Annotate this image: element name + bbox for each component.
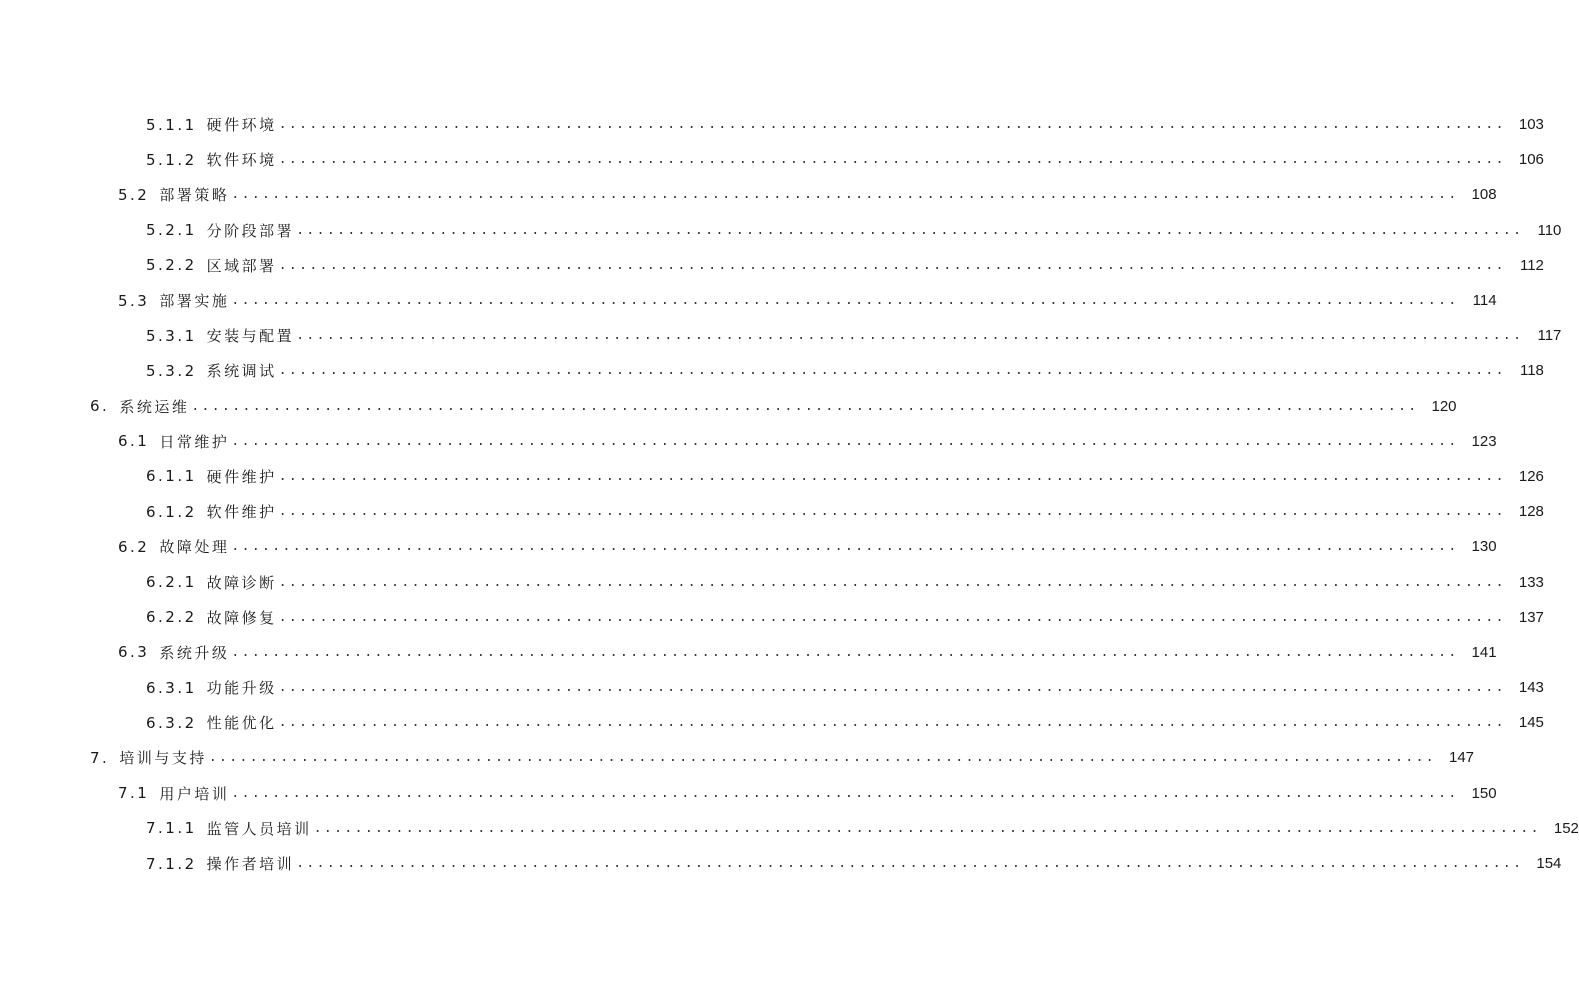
toc-entry-number: 7. xyxy=(90,748,110,767)
toc-dot-leader: ........................................................................................................................ xyxy=(278,574,1506,590)
toc-entry-page-number: 128 xyxy=(1518,503,1544,521)
toc-entry-heading xyxy=(146,853,294,874)
table-of-contents xyxy=(0,107,1579,881)
toc-entry-page-number: 117 xyxy=(1537,327,1562,345)
toc-entry-heading xyxy=(146,325,294,346)
toc-dot-leader: ........................................................................................................................ xyxy=(278,363,1506,379)
toc-entry-page-number: 118 xyxy=(1519,362,1544,380)
toc-entry-number: 6.3 xyxy=(118,643,150,662)
toc-entry-page-number: 120 xyxy=(1431,397,1457,415)
toc-entry-title: 软件环境 xyxy=(206,151,277,170)
toc-entry-number: 5.1.1 xyxy=(146,115,197,134)
toc-dot-leader: ........................................................................................................................ xyxy=(278,468,1506,484)
toc-entry-number: 6.1.1 xyxy=(146,467,197,486)
toc-entry[interactable] xyxy=(0,248,1544,283)
toc-entry-title: 故障诊断 xyxy=(206,573,277,592)
toc-entry-page-number: 133 xyxy=(1518,573,1544,591)
toc-dot-leader: ........................................................................................................................ xyxy=(278,152,1506,168)
toc-entry-number: 7.1.1 xyxy=(146,819,197,838)
toc-entry-number: 6.1 xyxy=(118,432,150,451)
toc-entry-page-number: 141 xyxy=(1471,643,1497,661)
toc-dot-leader: ........................................................................................................................ xyxy=(231,187,1459,203)
toc-dot-leader: ........................................................................................................................ xyxy=(278,117,1506,133)
toc-dot-leader: ........................................................................................................................ xyxy=(278,680,1506,696)
toc-entry-title: 监管人员培训 xyxy=(206,819,312,838)
toc-entry-title: 功能升级 xyxy=(206,679,277,698)
toc-entry-heading xyxy=(118,642,229,663)
toc-dot-leader: ........................................................................................................................ xyxy=(296,328,1524,344)
toc-entry-page-number: 150 xyxy=(1471,784,1497,802)
toc-entry[interactable] xyxy=(0,107,1544,142)
toc-entry-title: 部署策略 xyxy=(159,186,230,205)
toc-entry-heading xyxy=(146,712,277,733)
toc-entry[interactable] xyxy=(0,740,1475,775)
toc-entry-heading xyxy=(146,220,294,241)
toc-entry-heading xyxy=(90,747,207,768)
toc-dot-leader: ........................................................................................................................ xyxy=(278,257,1506,273)
toc-entry[interactable] xyxy=(0,318,1562,353)
toc-entry-heading xyxy=(90,396,189,417)
toc-entry-number: 5.1.2 xyxy=(146,150,197,169)
toc-entry-page-number: 152 xyxy=(1553,819,1579,837)
toc-entry[interactable] xyxy=(0,705,1544,740)
toc-dot-leader: ........................................................................................................................ xyxy=(191,398,1419,414)
toc-entry-title: 安装与配置 xyxy=(206,327,295,346)
toc-entry[interactable] xyxy=(0,564,1544,599)
toc-entry-heading xyxy=(118,184,229,205)
toc-entry-page-number: 103 xyxy=(1518,116,1544,134)
toc-entry-number: 7.1 xyxy=(118,784,150,803)
toc-dot-leader: ........................................................................................................................ xyxy=(231,785,1459,801)
toc-entry[interactable] xyxy=(0,670,1544,705)
toc-entry-heading xyxy=(146,360,277,381)
toc-entry-number: 6. xyxy=(90,397,110,416)
toc-dot-leader: ........................................................................................................................ xyxy=(208,750,1437,766)
toc-entry-page-number: 112 xyxy=(1519,256,1544,274)
toc-dot-leader: ........................................................................................................................ xyxy=(313,820,1541,836)
toc-entry[interactable] xyxy=(0,213,1562,248)
toc-entry-title: 用户培训 xyxy=(159,784,230,803)
toc-entry-heading xyxy=(146,818,312,839)
toc-entry[interactable] xyxy=(0,635,1497,670)
toc-dot-leader: ........................................................................................................................ xyxy=(296,856,1524,872)
toc-entry-heading xyxy=(118,431,229,452)
toc-entry-number: 6.2.2 xyxy=(146,608,197,627)
toc-entry-title: 性能优化 xyxy=(206,714,277,733)
toc-dot-leader: ........................................................................................................................ xyxy=(296,222,1524,238)
toc-entry-title: 分阶段部署 xyxy=(206,221,295,240)
toc-entry[interactable] xyxy=(0,389,1457,424)
toc-dot-leader: ........................................................................................................................ xyxy=(231,433,1459,449)
toc-entry-page-number: 137 xyxy=(1518,608,1544,626)
toc-entry-page-number: 154 xyxy=(1536,855,1562,873)
toc-entry-heading xyxy=(118,290,229,311)
toc-entry-page-number: 130 xyxy=(1471,538,1497,556)
toc-entry-heading xyxy=(146,607,277,628)
toc-entry[interactable] xyxy=(0,846,1562,881)
toc-entry[interactable] xyxy=(0,424,1497,459)
toc-dot-leader: ........................................................................................................................ xyxy=(231,293,1459,309)
toc-entry[interactable] xyxy=(0,177,1497,212)
toc-entry-title: 故障修复 xyxy=(206,608,277,627)
toc-entry[interactable] xyxy=(0,811,1579,846)
toc-entry-heading xyxy=(146,572,277,593)
toc-entry-number: 5.3 xyxy=(118,291,150,310)
toc-entry[interactable] xyxy=(0,529,1497,564)
toc-entry-title: 培训与支持 xyxy=(119,749,207,768)
toc-entry-number: 6.3.2 xyxy=(146,713,197,732)
toc-entry-page-number: 106 xyxy=(1518,151,1544,169)
toc-entry-page-number: 145 xyxy=(1518,714,1544,732)
toc-entry-heading xyxy=(118,783,229,804)
toc-dot-leader: ........................................................................................................................ xyxy=(278,715,1506,731)
toc-entry-number: 5.2 xyxy=(118,185,150,204)
toc-entry-number: 6.2 xyxy=(118,537,150,556)
toc-entry-heading xyxy=(146,149,277,170)
toc-entry-heading xyxy=(146,114,277,135)
toc-entry-number: 5.2.1 xyxy=(146,221,197,240)
toc-entry[interactable] xyxy=(0,459,1544,494)
toc-entry-heading xyxy=(146,677,277,698)
toc-entry-title: 系统调试 xyxy=(206,362,277,381)
toc-dot-leader: ........................................................................................................................ xyxy=(231,644,1459,660)
toc-entry-number: 6.1.2 xyxy=(146,502,197,521)
toc-entry-title: 硬件维护 xyxy=(206,467,277,486)
toc-entry[interactable] xyxy=(0,600,1544,635)
toc-entry-page-number: 108 xyxy=(1471,186,1497,204)
toc-entry-heading xyxy=(118,536,229,557)
toc-dot-leader: ........................................................................................................................ xyxy=(278,609,1506,625)
toc-entry-heading xyxy=(146,255,277,276)
toc-entry-page-number: 147 xyxy=(1449,749,1475,767)
toc-entry[interactable] xyxy=(0,353,1544,388)
toc-entry-title: 操作者培训 xyxy=(206,855,295,874)
toc-entry-page-number: 110 xyxy=(1537,221,1562,239)
toc-entry-page-number: 123 xyxy=(1471,432,1497,450)
toc-entry-title: 硬件环境 xyxy=(206,116,277,135)
toc-entry-title: 部署实施 xyxy=(159,292,230,311)
toc-entry-number: 5.3.2 xyxy=(146,361,197,380)
toc-entry[interactable] xyxy=(0,776,1497,811)
toc-entry-title: 系统升级 xyxy=(159,643,230,662)
toc-entry-heading xyxy=(146,466,277,487)
toc-entry-title: 软件维护 xyxy=(206,503,277,522)
toc-entry-title: 故障处理 xyxy=(159,538,230,557)
toc-entry-title: 系统运维 xyxy=(119,397,190,416)
toc-dot-leader: ........................................................................................................................ xyxy=(231,539,1459,555)
toc-entry[interactable] xyxy=(0,283,1497,318)
toc-dot-leader: ........................................................................................................................ xyxy=(278,504,1506,520)
toc-entry-page-number: 114 xyxy=(1472,292,1497,310)
toc-entry-number: 6.3.1 xyxy=(146,678,197,697)
toc-entry-page-number: 143 xyxy=(1518,679,1544,697)
toc-entry-title: 区域部署 xyxy=(206,256,277,275)
toc-entry-number: 5.2.2 xyxy=(146,256,197,275)
toc-entry-heading xyxy=(146,501,277,522)
toc-entry-number: 5.3.1 xyxy=(146,326,197,345)
toc-entry[interactable] xyxy=(0,494,1544,529)
toc-entry-title: 日常维护 xyxy=(159,432,230,451)
toc-entry-page-number: 126 xyxy=(1518,467,1544,485)
toc-entry-number: 7.1.2 xyxy=(146,854,197,873)
toc-entry[interactable] xyxy=(0,142,1544,177)
toc-entry-number: 6.2.1 xyxy=(146,573,197,592)
